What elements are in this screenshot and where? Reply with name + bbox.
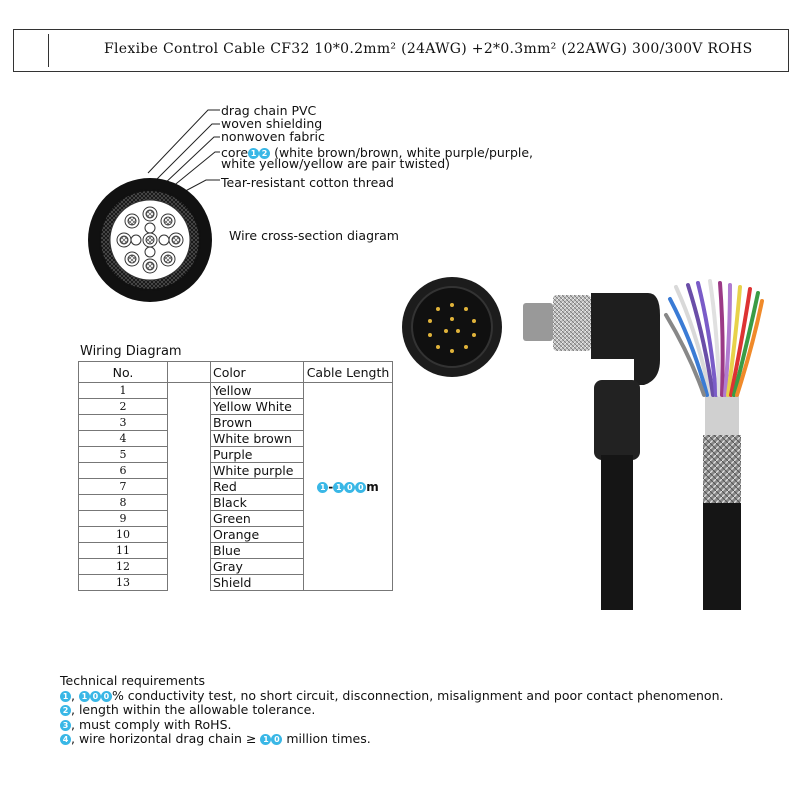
digit-badge: 2 [259,148,270,159]
row-no: 6 [79,463,168,479]
row-color: White brown [211,431,304,447]
digit-badge: 0 [344,482,355,493]
row-color: Shield [211,575,304,591]
core-conductors [117,207,183,273]
digit-badge: 0 [355,482,366,493]
label-pvc: drag chain PVC [221,103,317,118]
dimension-marker [48,34,49,67]
row-no: 9 [79,511,168,527]
row-color: Yellow White [211,399,304,415]
spacer-column [168,383,211,591]
row-no: 5 [79,447,168,463]
open-cable-end [666,281,762,610]
digit-badge: 0 [271,734,282,745]
cable-length-value [317,480,379,494]
tech-text: , must comply with RoHS. [71,716,232,732]
header-length: Cable Length [304,362,393,383]
digit-badge: 1 [317,482,328,493]
row-no: 11 [79,543,168,559]
row-color: Gray [211,559,304,575]
number-badge: 1 [60,691,71,702]
tech-title: Technical requirements [60,673,206,688]
row-color: Black [211,495,304,511]
row-color: Yellow [211,383,304,399]
table-header-row [79,362,393,383]
row-color: Red [211,479,304,495]
tech-item [60,703,723,718]
row-no: 2 [79,399,168,415]
row-no: 7 [79,479,168,495]
tech-item: 1 , 1 0 0 % conductivity test, no short circuit, disconnection, misalignment and poor contact phenomenon. [60,689,723,704]
digit-badge: 0 [90,691,101,702]
angled-connector [523,293,660,610]
digit-badge: 0 [101,691,112,702]
product-title: Flexibe Control Cable CF32 10*0.2mm² (24AWG) +2*0.3mm² (22AWG) 300/300V ROHS [104,41,753,57]
length-dash: - [328,479,334,494]
number-badge: 4 [60,734,71,745]
wiring-table [78,361,393,591]
label-nonwoven: nonwoven fabric [221,129,325,144]
table-row [79,383,393,399]
header-no: No. [79,362,168,383]
digit-badge: 1 [260,734,271,745]
cable-length-cell [304,383,393,591]
core-prefix: core [221,145,249,160]
row-no: 4 [79,431,168,447]
row-color: Purple [211,447,304,463]
number-badge: 3 [60,720,71,731]
cross-section-caption: Wire cross-section diagram [229,228,399,243]
technical-requirements [60,674,723,747]
tech-text: % conductivity test, no short circuit, disconnection, misalignment and poor contact phenomenon. [111,687,724,703]
row-no: 12 [79,559,168,575]
digit-badge: 1 [333,482,344,493]
row-color: Green [211,511,304,527]
label-shielding: woven shielding [221,116,323,131]
length-unit: m [366,479,379,494]
wiring-diagram-title: Wiring Diagram [80,344,182,359]
row-no: 13 [79,575,168,591]
cable-product-image [398,275,768,610]
row-no: 3 [79,415,168,431]
label-cotton-thread: Tear-resistant cotton thread [221,175,394,190]
number-badge: 2 [60,705,71,716]
tech-item [60,732,723,747]
tech-item [60,718,723,733]
header-spacer [168,362,211,383]
tech-text: , wire horizontal drag chain ≥ [71,731,261,746]
row-no: 8 [79,495,168,511]
core-desc: (white brown/brown, white purple/purple, [274,145,534,160]
row-no: 10 [79,527,168,543]
title-bar [13,29,789,72]
row-no: 1 [79,383,168,399]
tech-text: , length within the allowable tolerance. [71,702,316,717]
tech-text: million times. [282,731,371,746]
row-color: Orange [211,527,304,543]
label-core-pairs: white yellow/yellow are pair twisted) [221,156,451,171]
row-color: White purple [211,463,304,479]
connector-face [402,277,502,377]
digit-badge: 1 [79,691,90,702]
header-color: Color [211,362,304,383]
digit-badge: 1 [248,148,259,159]
row-color: Brown [211,415,304,431]
row-color: Blue [211,543,304,559]
